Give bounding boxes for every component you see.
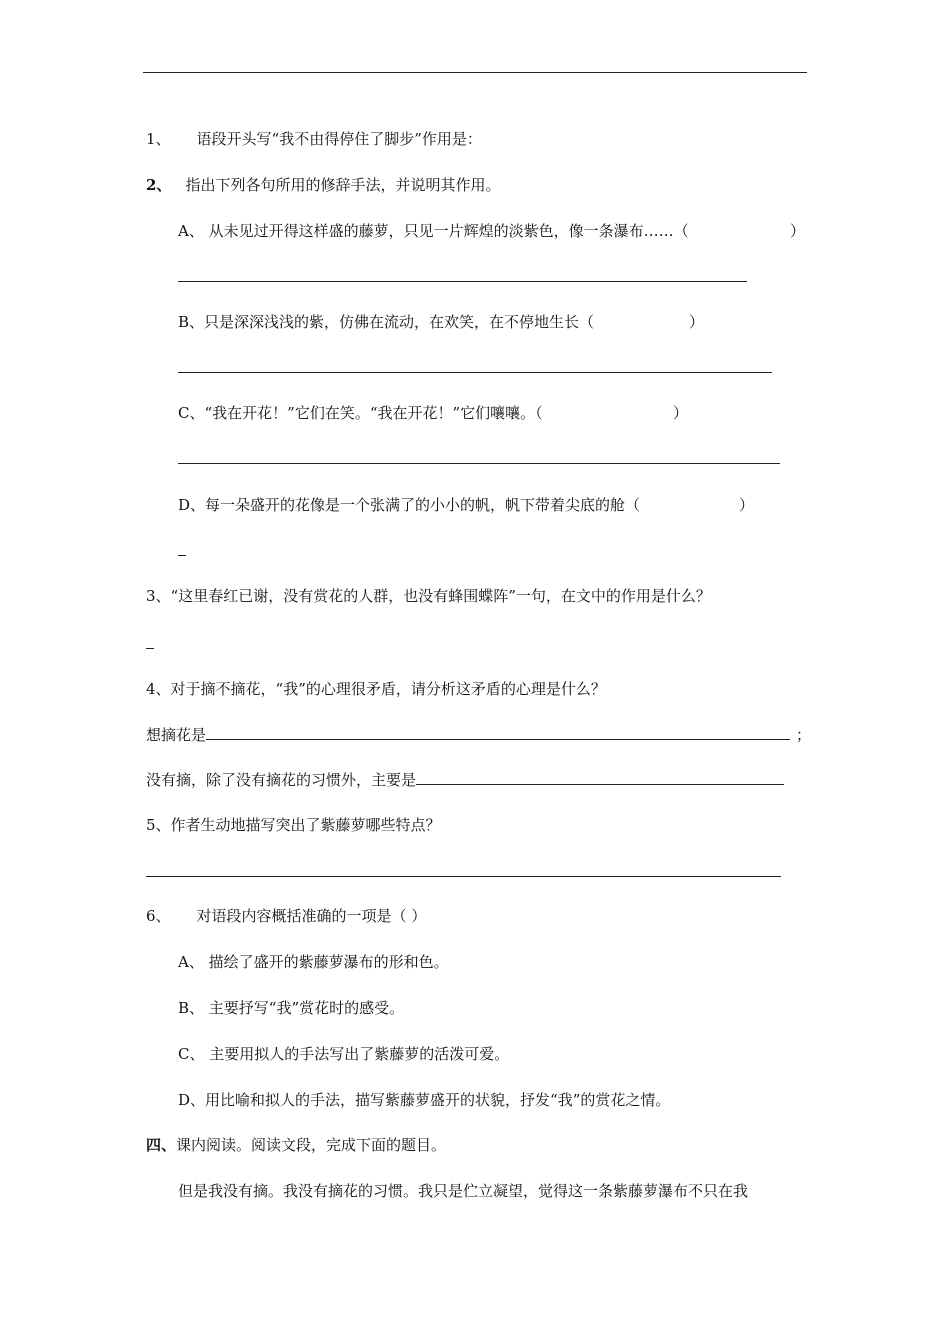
question-2-text: 指出下列各句所用的修辞手法，并说明其作用。: [185, 176, 501, 194]
question-2-number: 2、: [146, 176, 172, 194]
question-6-text: 对语段内容概括准确的一项是（ ）: [196, 907, 427, 925]
question-6: [146, 905, 426, 926]
header-rule: [143, 72, 807, 73]
answer-line-b[interactable]: [178, 372, 772, 373]
answer-line-a[interactable]: [178, 281, 747, 282]
question-2-item-d-close: ）: [739, 496, 755, 514]
question-6-option-b: B、 主要抒写“我”赏花时的感受。: [178, 999, 405, 1017]
question-2: [146, 174, 500, 195]
question-2-item-c: C、“我在开花！”它们在笑。“我在开花！”它们嚷嚷。（: [178, 404, 543, 422]
question-2-item-b: B、只是深深浅浅的紫，仿佛在流动，在欢笑，在不停地生长（: [178, 313, 595, 331]
question-6-option-d: D、用比喻和拟人的手法，描写紫藤萝盛开的状貌，抒发“我”的赏花之情。: [178, 1091, 671, 1109]
question-2-item-d: D、每一朵盛开的花像是一个张满了的小小的帆，帆下带着尖底的舱（: [178, 496, 641, 514]
answer-line-5[interactable]: [146, 876, 781, 877]
section-4-passage: 但是我没有摘。我没有摘花的习惯。我只是伫立凝望，觉得这一条紫藤萝瀑布不只在我: [178, 1182, 749, 1200]
answer-line-c[interactable]: [178, 463, 780, 464]
question-4-line-1: 想摘花是 ；: [146, 723, 811, 745]
question-6-number: 6、: [146, 907, 171, 925]
answer-blank-4-2[interactable]: [416, 768, 784, 785]
section-4-number: 四、: [146, 1136, 177, 1154]
section-4-heading: [146, 1134, 446, 1155]
question-6-option-c: C、 主要用拟人的手法写出了紫藤萝的活泼可爱。: [178, 1045, 510, 1063]
question-2-item-a: A、 从未见过开得这样盛的藤萝，只见一片辉煌的淡紫色，像一条瀑布……（: [178, 222, 689, 240]
question-3: 3、“这里春红已谢，没有赏花的人群，也没有蜂围蝶阵”一句，在文中的作用是什么？: [146, 587, 711, 605]
question-2-item-a-close: ）: [790, 222, 806, 240]
question-2-item-b-close: ）: [689, 313, 705, 331]
answer-line-d[interactable]: [178, 555, 186, 556]
question-2-item-c-close: ）: [673, 404, 689, 422]
question-5: 5、作者生动地描写突出了紫藤萝哪些特点？: [146, 816, 441, 834]
question-1-number: 1、: [146, 130, 171, 148]
question-4: 4、对于摘不摘花，“我”的心理很矛盾，请分析这矛盾的心理是什么？: [146, 680, 606, 698]
question-1: [146, 128, 482, 149]
question-4-line-2: 没有摘，除了没有摘花的习惯外，主要是: [146, 768, 784, 790]
question-6-option-a: A、 描绘了盛开的紫藤萝瀑布的形和色。: [178, 953, 449, 971]
section-4-text: 课内阅读。阅读文段，完成下面的题目。: [176, 1136, 447, 1154]
answer-blank-4-1[interactable]: [206, 723, 790, 740]
question-1-text: 语段开头写“我不由得停住了脚步”作用是：: [196, 130, 482, 148]
answer-line-3[interactable]: [146, 648, 154, 649]
